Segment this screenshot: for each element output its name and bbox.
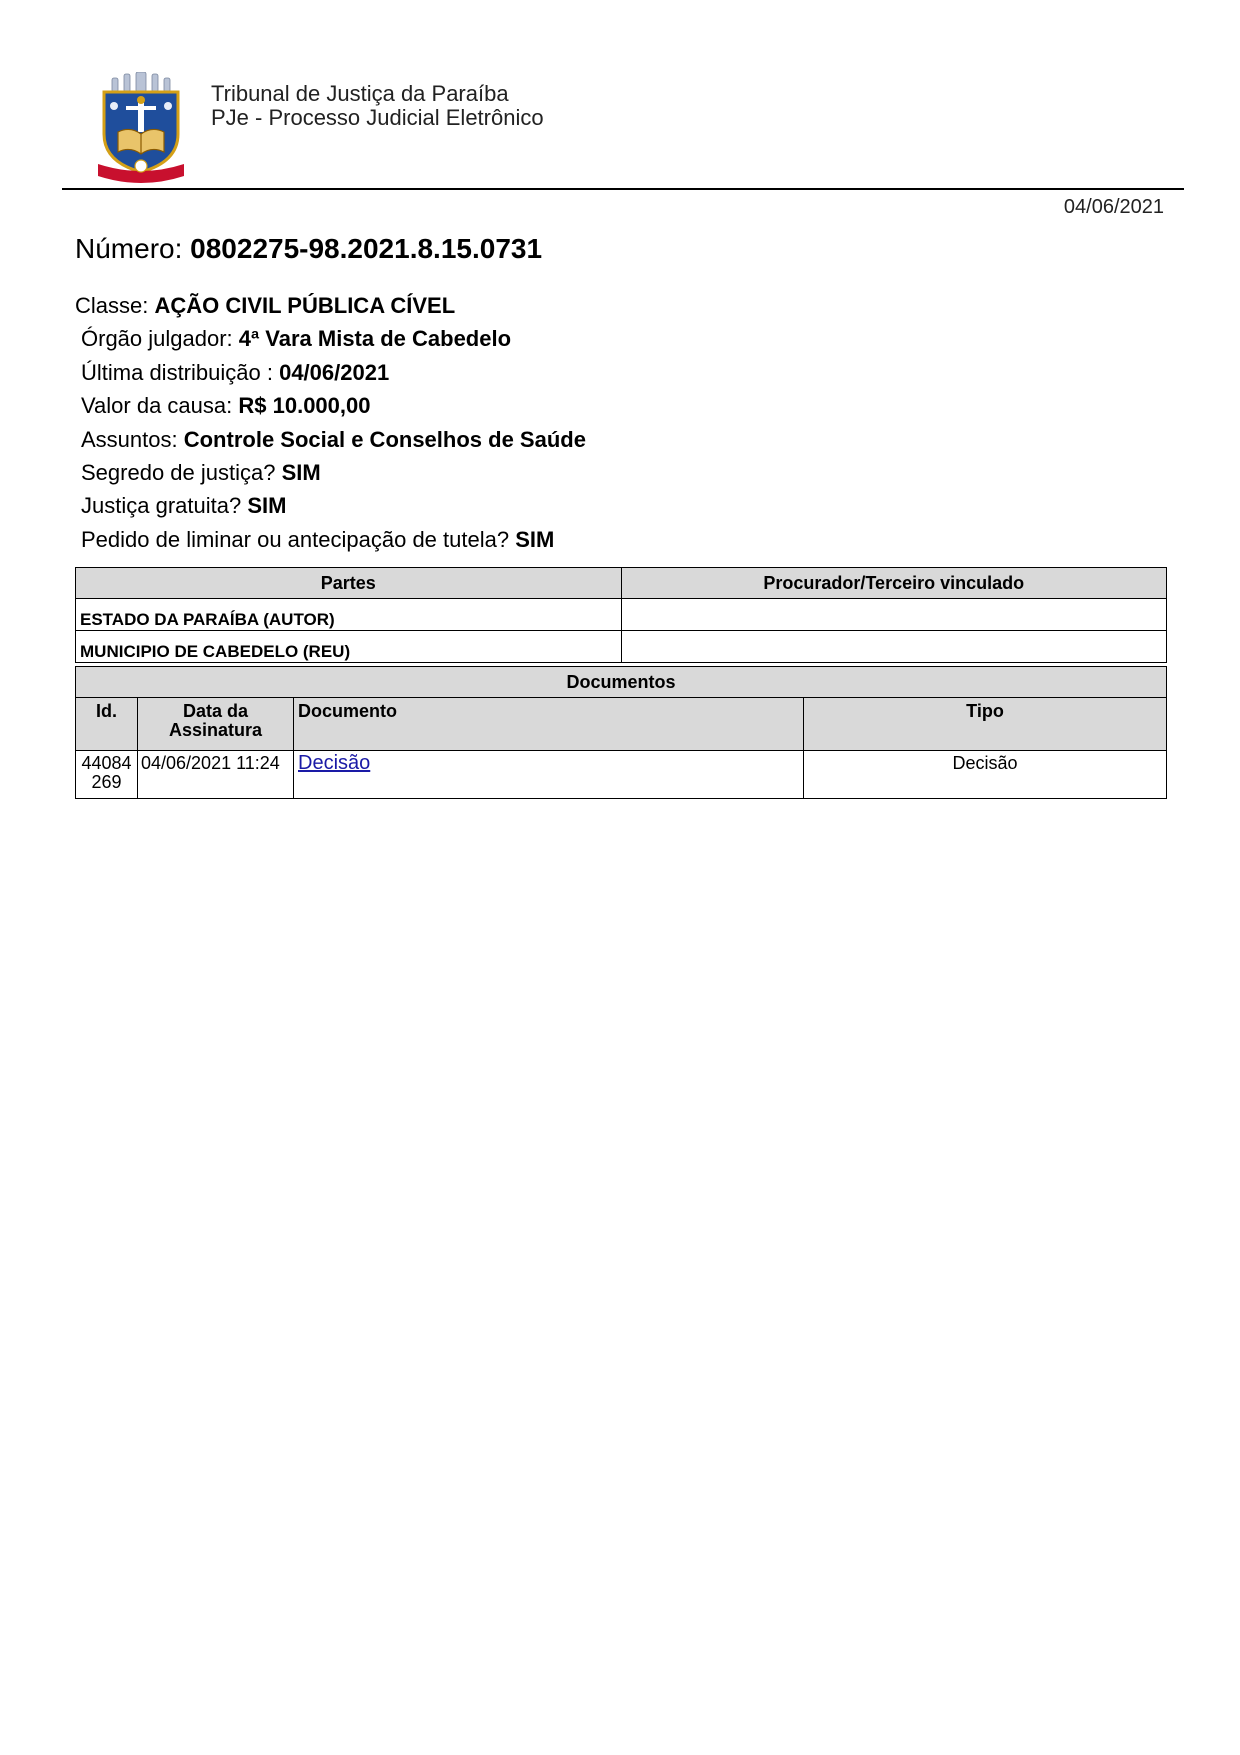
institution-header <box>211 82 544 130</box>
parte-cell: ESTADO DA PARAÍBA (AUTOR) <box>76 599 622 631</box>
field-justica-gratuita <box>75 492 586 525</box>
field-pedido-liminar <box>75 526 586 559</box>
field-segredo-justica <box>75 459 586 492</box>
field-classe <box>75 292 586 325</box>
field-orgao-julgador <box>75 325 586 358</box>
process-number-label: Número: <box>75 233 183 264</box>
field-value: 4ª Vara Mista de Cabedelo <box>238 326 512 352</box>
documentos-title-row <box>76 667 1167 698</box>
partes-header-row <box>76 568 1167 599</box>
documento-link[interactable]: Decisão <box>298 752 371 774</box>
field-label: Segredo de justiça? <box>81 459 276 485</box>
field-label: Órgão julgador: <box>81 326 233 352</box>
process-fields <box>75 292 586 559</box>
field-value: AÇÃO CIVIL PÚBLICA CÍVEL <box>154 293 456 318</box>
partes-table <box>75 567 1167 663</box>
parte-cell: MUNICIPIO DE CABEDELO (REU) <box>76 631 622 663</box>
field-value: 04/06/2021 <box>279 359 390 385</box>
procurador-header: Procurador/Terceiro vinculado <box>621 568 1167 599</box>
field-label: Justiça gratuita? <box>81 493 242 519</box>
table-row <box>76 599 1167 631</box>
field-label: Assuntos: <box>81 426 178 452</box>
institution-name: Tribunal de Justiça da Paraíba <box>211 81 509 106</box>
coat-of-arms-icon <box>98 72 184 184</box>
print-date: 04/06/2021 <box>1063 196 1164 218</box>
documentos-header-row <box>76 698 1167 751</box>
field-assuntos <box>75 426 586 459</box>
table-row <box>76 751 1167 799</box>
field-valor-causa <box>75 392 586 425</box>
procurador-cell <box>621 631 1167 663</box>
doc-documento-cell <box>294 751 804 799</box>
doc-data-cell: 04/06/2021 11:24 <box>138 751 294 799</box>
field-label: Classe: <box>75 293 149 318</box>
field-ultima-distribuicao <box>75 359 586 392</box>
documento-header: Documento <box>294 698 804 751</box>
documentos-title: Documentos <box>76 667 1167 698</box>
header-divider <box>62 188 1184 190</box>
id-header: Id. <box>76 698 138 751</box>
doc-id-cell: 44084269 <box>76 751 138 799</box>
process-number <box>75 232 542 266</box>
documentos-table <box>75 666 1167 799</box>
process-number-value: 0802275-98.2021.8.15.0731 <box>190 233 543 264</box>
tipo-header: Tipo <box>804 698 1167 751</box>
field-label: Última distribuição : <box>81 359 273 385</box>
field-value: SIM <box>281 459 321 485</box>
field-value: Controle Social e Conselhos de Saúde <box>183 426 586 452</box>
partes-header: Partes <box>76 568 622 599</box>
field-value: SIM <box>515 526 555 552</box>
table-row <box>76 631 1167 663</box>
procurador-cell <box>621 599 1167 631</box>
system-name: PJe - Processo Judicial Eletrônico <box>211 105 544 130</box>
field-value: R$ 10.000,00 <box>238 393 371 419</box>
field-label: Pedido de liminar ou antecipação de tutela? <box>81 526 510 552</box>
field-label: Valor da causa: <box>81 393 233 419</box>
data-assinatura-header: Data da Assinatura <box>138 698 294 751</box>
doc-tipo-cell: Decisão <box>804 751 1167 799</box>
field-value: SIM <box>247 493 287 519</box>
